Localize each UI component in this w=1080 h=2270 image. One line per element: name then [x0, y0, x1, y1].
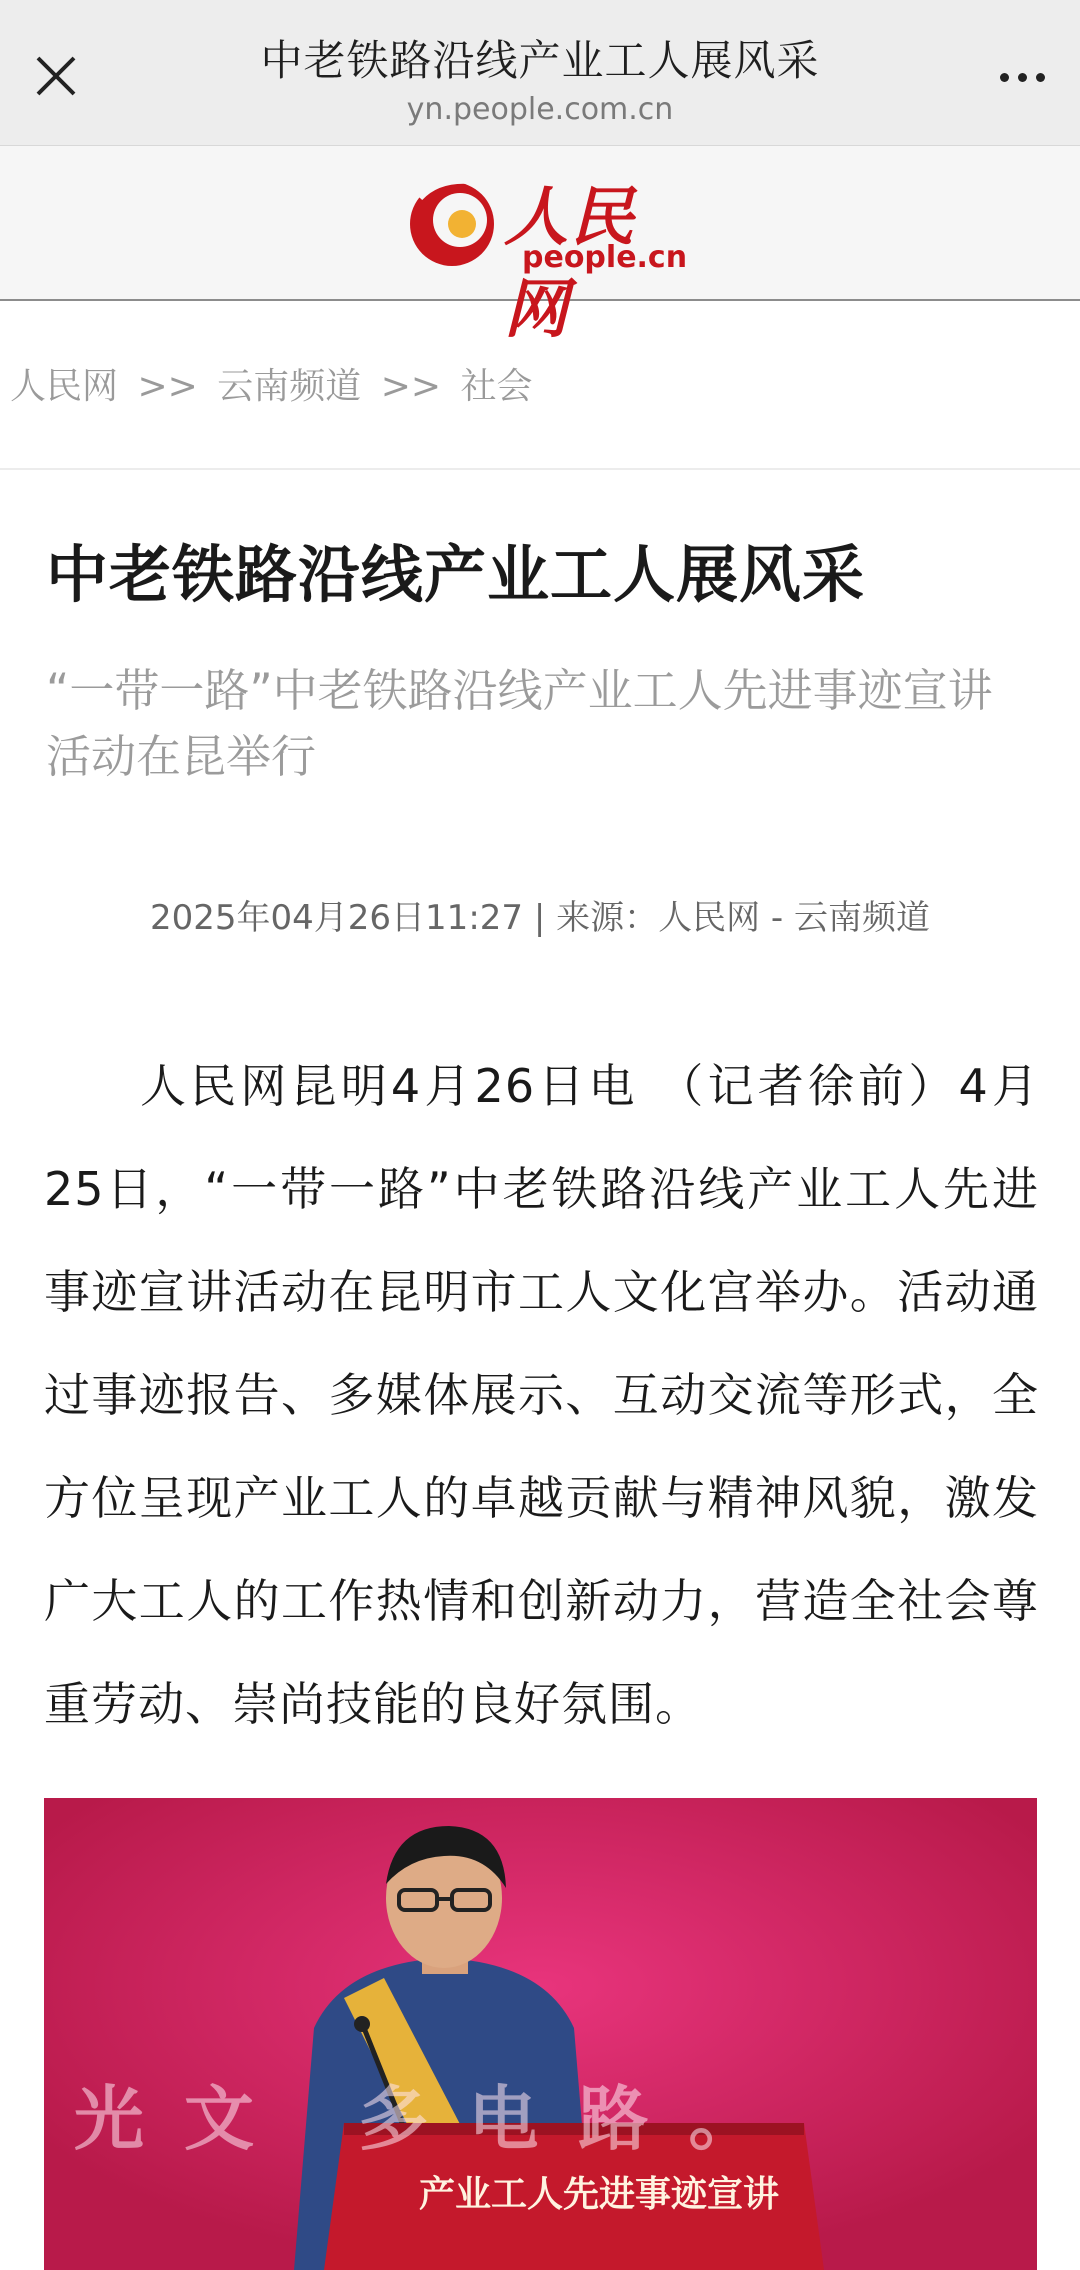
breadcrumb-separator: >>	[380, 366, 442, 407]
stage-background-text: 光文 多电路。	[74, 2077, 799, 2160]
browser-top-bar	[0, 0, 1080, 146]
logo-name-cn: 人民网	[504, 180, 636, 347]
breadcrumb-item-section[interactable]: 社会	[460, 366, 533, 407]
podium-label: 产业工人先进事迹宣讲	[418, 2173, 779, 2215]
page-title: 中老铁路沿线产业工人展风采	[260, 36, 820, 85]
logo-name-en: people.cn	[522, 240, 688, 275]
breadcrumb	[10, 358, 533, 409]
site-header	[0, 146, 1080, 347]
more-icon	[1000, 73, 1009, 82]
divider	[0, 468, 1080, 470]
article-photo[interactable]	[44, 1798, 1037, 2270]
logo-emblem-icon	[400, 168, 510, 278]
breadcrumb-separator: >>	[137, 366, 198, 407]
close-icon	[28, 48, 84, 104]
page-url: yn.people.com.cn	[406, 92, 674, 127]
breadcrumb-item-channel[interactable]: 云南频道	[217, 366, 362, 407]
more-icon	[1036, 73, 1045, 82]
article-body: 人民网昆明4月26日电 （记者徐前）4月25日，“一带一路”中老铁路沿线产业工人先进事迹宣讲活动在昆明市工人文化宫举办。活动通过事迹报告、多媒体展示、互动交流等形式，全方位呈现产业工人的卓越贡献与精神风貌，激发广大工人的工作热情和创新动力，营造全社会尊重劳动、崇尚技能的良好氛围。	[44, 1059, 1039, 1731]
article-subhead: “一带一路”中老铁路沿线产业工人先进事迹宣讲活动在昆举行	[46, 664, 993, 783]
more-button[interactable]	[986, 52, 1058, 102]
people-logo[interactable]	[400, 168, 700, 347]
article-meta: 2025年04月26日11:27 | 来源：人民网 - 云南频道	[150, 898, 930, 938]
close-button[interactable]	[28, 48, 84, 104]
more-icon	[1018, 73, 1027, 82]
breadcrumb-item-home[interactable]: 人民网	[10, 366, 119, 407]
article-headline: 中老铁路沿线产业工人展风采	[46, 538, 866, 611]
